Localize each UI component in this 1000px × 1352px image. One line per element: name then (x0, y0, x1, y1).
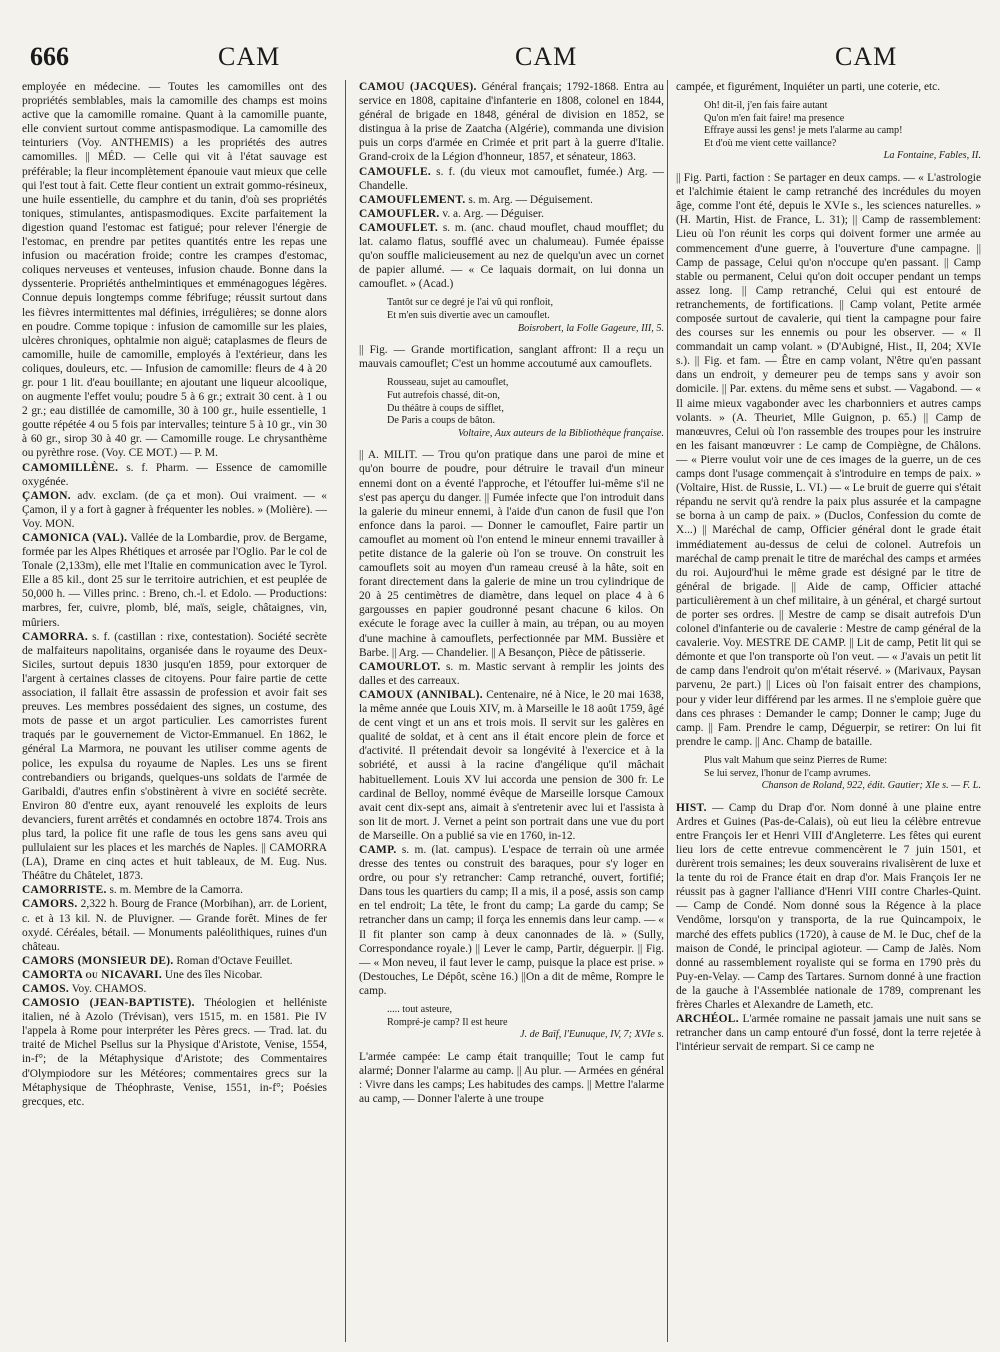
running-headword-center: CAM (515, 42, 578, 71)
verse-line: Oh! dit-il, j'en fais faire autant (704, 100, 828, 112)
page-number: 666 (30, 42, 69, 71)
entry-text: — Camp du Drap d'or. Nom donné à une plaine entre Ardres et Guines (Pas-de-Calais), où eut lieu la célèbre entrevue entre François Ier et Henri VIII d'Angleterre. Les fêtes qui eurent lieu lors de cette entrevue commencèrent le 7 juin 1501, et durèrent trois semaines; les deux souverains rivalisèrent de luxe et la tente du roi de France était en drap d'or. Mais François Ier ne réussit pas à gagner l'alliance d'Henri VIII contre Charles-Quint. — Camp de Condé. Nom donné sous la Régence à la place Vendôme, lorsqu'on y transporta, de la rue Quincampoix, le marché des effets publics (1720), à cause de M. le Duc, chef de la maison de Condé, le principal agioteur. — Camp de Jalès. Nom donné au rassemblement royaliste qui se forma en 1790 près du Puy-en-Velay. — Camp des Tartares. Surnom donné à une fraction de la gauche à l'Assemblée nationale de 1789, comprenant les frères Charles et Alexandre de Lameth, etc. (676, 801, 981, 1011)
verse-line: Tantôt sur ce degré je l'ai vû qui ronfloit, (387, 297, 554, 309)
verse-line: Rompré-je camp? Il est heure (387, 1016, 508, 1028)
entry (676, 1012, 981, 1054)
entry (22, 897, 327, 953)
entry-text: s. f. (du vieux mot camouflet, fumée.) Arg. — Chandelle. (359, 165, 664, 192)
entry (359, 843, 664, 998)
verse-line: Effraye aussi les gens! je mets l'alarme au camp! (704, 125, 903, 137)
entry (22, 982, 327, 996)
verse-quote (387, 297, 664, 335)
verse-quote (704, 755, 981, 793)
column-divider (667, 80, 668, 1342)
entry-text: Général français; 1792-1868. Entra au service en 1808, capitaine d'infanterie en 1808, colonel en 1844, général de brigade en 1848, général de division en 1852, se distingua à la prise de Zaatcha (Algérie), commanda une division puis un corps d'armée en Crimée et prit part à la guerre d'Italie. Grand-croix de la Légion d'honneur, 1857, et sénateur, 1863. (359, 81, 664, 164)
verse-line: Qu'on m'en fait faire! ma presence (704, 112, 845, 124)
entry (22, 489, 327, 531)
entry-text: Centenaire, né à Nice, le 20 mai 1638, la même année que Louis XIV, m. à Marseille le 18 août 1759, âgé de cent vingt et un ans et trois mois. Il servit sur les galères en qualité de soldat, et à cent ans il était encore plein de force et d'activité. Il prétendait devoir sa longévité à l'exercice et à la sobriété, et aussi à la racine d'angélique qu'il mâchait habituellement. Louis XV lui accorda une pension de 300 fr. Le cardinal de Belloy, nommé évêque de Marseille lorsque Camoux avait cent dix-sept ans, aimait à s'entretenir avec lui et l'assista à son lit de mort. J. Vernet a peint son portrait dans une vue du port de Marseille. On a publié sa vie en 1760, in-12. (359, 688, 664, 842)
entry (359, 207, 664, 221)
entry-headword: CAMORRISTE. (22, 884, 107, 897)
entry-headword: CAMONICA (VAL). (22, 532, 128, 544)
entry-headword: CAMP. (359, 843, 397, 856)
entry-text: employée en médecine. — Toutes les camomilles ont des propriétés semblables, mais la camomille des champs est moins active que la camomille romaine. Quant à la camomille puante, elle convient surtout comme antispasmodique. La camomille des teinturiers (Voy. ANTHEMIS) a les propriétés des autres camomilles. || MÉD. — Celle qui vit à l'état sauvage est préférable; la fleur incomplètement épanouie vaut mieux que celle qui l'est tout à fait. Cette fleur contient un extrait gommo-résineux, une huile essentielle, du camphre et du tanin, d'où ses propriétés toniques, stimulantes, antispasmodiques. Excite parfaitement la digestion quand l'estomac est fatigué; pour relever l'énergie de l'estomac, en prendre par petites quantités entre les repas une infusion ou macération froide; contre les crampes d'estomac, coliques nerveuses et venteuses, infusion chaude. Bonne dans la dyssenterie. Propriétés anthelmintiques et emménagogues légères. Connue depuis longtemps comme fébrifuge; réussit surtout dans les fièvres intermittentes mal définies, irrégulières; se donne alors en poudre. Comme topique : infusion de camomille sur les plaies, ulcères chroniques, ophtalmie non aiguë; cataplasmes de fleurs de camomille, huile de camomille, employés à l'extérieur, dans les coliques, douleurs, etc. — Infusion de camomille: fleurs de 4 à 20 gr. pour 1 lit. d'eau bouillante; en ajoutant une liqueur alcoolique, on augmente l'effet voulu; poudre 5 à 6 gr.; extrait 30 cent. à 1 ou 2 gr.; eau distillée de camomille, 30 à 100 gr., huile essentielle, 1 goutte répétée 4 ou 5 fois par intervalles; teinture 5 à 10 gr., vin 30 à 60 gr., sirop 30 à 40 gr. — Camomille rouge. Le chrysanthème ou pyrèthre rose. (Voy. CE MOT.) — P. M. (22, 81, 327, 460)
verse-line: Rousseau, sujet au camouflet, (387, 377, 509, 389)
verse-line: Plus valt Mahum que seinz Pierres de Rume: (704, 754, 888, 766)
page-header (30, 40, 970, 74)
quote-source: La Fontaine, Fables, II. (883, 150, 981, 162)
entry-headword: CAMOUFLEMENT. (359, 193, 466, 206)
entry (359, 193, 664, 207)
entry (676, 801, 981, 1012)
entry-headword: CAMOURLOT. (359, 660, 441, 673)
verse-line: ..... tout asteure, (387, 1004, 453, 1015)
entry-text: Théologien et helléniste italien, né à Azolo (Trévisan), vers 1515, m. en 1581. Pie IV l'appela à Rome pour interpréter les Pères grecs. — Trad. lat. du traité de Michel Psellus sur la Physique d'Aristote, Venise, 1554, in-f°; de la Métaphysique d'Aristote; des Commentaires d'Olympiodore sur les Météores; commentaires grecs sur la Métaphysique de Théophraste, Venise, 1551, in-f°; Poésies grecques, etc. (22, 997, 327, 1108)
running-headword-left: CAM (218, 42, 281, 71)
entry (22, 630, 327, 884)
entry-headword: CAMORS (MONSIEUR DE). (22, 954, 174, 967)
entry (359, 221, 664, 291)
entry-text: s. f. (castillan : rixe, contestation). Société secrète de malfaiteurs napolitains, organisée dans le royaume des Deux-Siciles, surtout depuis 1830 jusqu'en 1859, pour extorquer de l'argent à certaines classes de citoyens. Pour faire partie de cette association, il fallait être assassin de profession et avoir fait ses preuves. Les membres possédaient des signes, un costume, des mots de passe et un argot particulier. Les camorristes furent traqués par le gouvernement de Victor-Emmanuel. En 1862, le général La Marmora, ne pouvant les utiliser comme agents de police, les expulsa du royaume de Naples. Les uns se firent contrebandiers ou brigands, quelques-uns soldats de l'armée de Garibaldi, d'autres enfin s'obstinèrent à vivre en société secrète. Environ 80 d'entre eux, ayant renouvelé les exploits de leurs devanciers, furent arrêtés et condamnés en octobre 1874. Trois ans plus tard, la police fit une rafle de tous les gens sans aveu qui pullulaient sur les places et les marchés de Naples. || CAMORRA (LA), Drame en cinq actes et huit tableaux, de M. Eug. Nus. Théâtre du Châtelet, 1873. (22, 630, 327, 883)
entry-text: L'armée romaine ne passait jamais une nuit sans se retrancher dans un camp entouré d'un fossé, dont la terre rejetée à l'intérieur servait de rempart. Si ce camp ne (676, 1013, 981, 1054)
entry (22, 531, 327, 630)
entry-headword: CAMOU (JACQUES). (359, 81, 477, 93)
verse-quote (387, 377, 664, 440)
entry-text: s. m. Membre de la Camorra. (106, 884, 243, 897)
entry-text: v. a. Arg. — Déguiser. (439, 207, 544, 220)
entry-text: Une des îles Nicobar. (162, 968, 263, 981)
entry-headword: CAMOUX (ANNIBAL). (359, 688, 483, 701)
entry (22, 461, 327, 489)
verse-quote (387, 1004, 664, 1042)
entry-text: Roman d'Octave Feuillet. (173, 954, 293, 967)
entry-headword: CAMOUFLE. (359, 165, 431, 178)
column-right (676, 80, 981, 1342)
entry-text: s. m. Arg. — Déguisement. (465, 193, 593, 206)
quote-source: Boisrobert, la Folle Gageure, III, 5. (517, 322, 664, 334)
quote-source: Voltaire, Aux auteurs de la Bibliothèque française. (458, 427, 664, 439)
entry-text: s. m. Mastic servant à remplir les joints des dalles et des carreaux. (359, 660, 664, 687)
entry-headword: CAMORTA ou NICAVARI. (22, 968, 163, 981)
quote-source: Chanson de Roland, 922, édit. Gautier; XIe s. — F. L. (761, 780, 981, 792)
entry-headword: CAMOMILLÈNE. (22, 461, 119, 474)
verse-line: Se lui servez, l'honur de l'camp avrumes. (704, 767, 871, 779)
entry (359, 80, 664, 165)
entry-text: campée, et figurément, Inquiéter un parti, une coterie, etc. (676, 81, 941, 93)
entry-headword: CAMOS. (22, 983, 70, 995)
entry (359, 688, 664, 843)
verse-line: De Paris a coups de bâton. (387, 415, 496, 427)
entry-text: Voy. CHAMOS. (69, 983, 147, 995)
verse-line: Fut autrefois chassé, dit-on, (387, 389, 500, 401)
column-left (22, 80, 327, 1342)
column-divider (345, 80, 346, 1342)
quote-source: J. de Baïf, l'Eunuque, IV, 7; XVIe s. (519, 1029, 664, 1041)
verse-line: Et m'en suis divertie avec un camouflet. (387, 310, 550, 321)
entry-headword: CAMORRA. (22, 630, 88, 643)
verse-line: Du théâtre à coups de sifflet, (387, 402, 504, 414)
entry-text: 2,322 h. Bourg de France (Morbihan), arr. de Lorient, c. et à 13 kil. N. de Pluvigner. — Grande forêt. Mines de fer oxydé. Céréales, bétail. — Monuments paléolithiques, ruines d'un château. (22, 898, 327, 953)
entry-headword: CAMORS. (22, 898, 78, 911)
entry-headword: ÇAMON. (22, 489, 71, 502)
entry-text: || A. MILIT. — Trou qu'on pratique dans une paroi de mine et qu'on bourre de poudre, pour détruire le travail d'un mineur ennemi dont on a éventé l'approche, et l'étouffer lui-même s'il ne s'est pas aperçu du danger. || Fumée infecte que l'on introduit dans la galerie du mineur ennemi, à l'aide d'un canon de fusil que l'on enfonce dans la paroi. — Donner le camouflet, Faire partir un camouflet au moment où l'on entend le mineur ennemi travailler à petite distance de la galerie où l'on se trouve. On construit les camouflets soit au moyen d'un rameau creusé à la hâte, soit en forant directement dans la galerie de mine un trou cylindrique de 20 à 25 centimètres de diamètre, dans lequel on place 4 à 6 gargousses en papier goudronné pesant chacune 6 kilos. On exécute le forage avec la cuiller à main, au trépan, ou au moyen d'une machine à camouflets, perfectionnée par MM. Bussière et Barbe. || Arg. — Chandelier. || A Besançon, Pièce de pâtisserie. (359, 449, 664, 659)
verse-line: Et d'où me vient cette vaillance? (704, 137, 837, 149)
entry (22, 968, 327, 982)
running-headword-right: CAM (835, 42, 898, 71)
entry-headword: CAMOSIO (JEAN-BAPTISTE). (22, 997, 195, 1010)
entry (22, 883, 327, 897)
entry-text: Vallée de la Lombardie, prov. de Bergame, formée par les Alpes Rhétiques et arrosée par l'Oglio. Par le col de Tonale (2,133m), elle met l'Italie en communication avec le Tyrol. Elle a 85 kil., dont 25 sur le territoire autrichien, et est peuplée de 50,000 h. — Villes princ. : Breno, ch.-l. et Edolo. — Productions: marbres, fer, cuivre, plomb, blé, maïs, seigle, châtaignes, vin, mûriers. (22, 532, 327, 629)
entry-text: adv. exclam. (de ça et mon). Oui vraiment. — « Çamon, il y a fort à gagner à fréquenter les nobles. » (Molière). — Voy. MON. (22, 489, 327, 530)
column-center (359, 80, 664, 1342)
entry (359, 165, 664, 193)
entry-text: s. f. Pharm. — Essence de camomille oxygénée. (22, 461, 327, 488)
entry-text: s. m. (anc. chaud mouflet, chaud moufflet; du lat. calamo flatus, soufflé avec un chalumeau). Fumée épaisse qu'on souffle malicieusement au nez de quelqu'un avec un cornet de papier allumé. — « Ce laquais dormait, on lui donna un camouflet. » (Acad.) (359, 221, 664, 291)
entry-text: L'armée campée: Le camp était tranquille; Tout le camp fut alarmé; Donner l'alarme au camp. || Au plur. — Armées en général : Vivre dans les camps; Les habitudes des camps. || Mettre l'alarme au camp, — Donner l'alerte à une troupe (359, 1050, 664, 1106)
entry-text: || Fig. Parti, faction : Se partager en deux camps. — « L'astrologie et l'alchimie étaient le camp retranché des incrédules du moyen âge, comme l'ont été, depuis le XVIe s., les sciences naturelles. » (H. Martin, Hist. de France, L. 31); || Camp de rassemblement: Lieu où l'on réunit les corps qui doivent former une armée au commencement d'une guerre, à l'ouverture d'une campagne. || Camp de passage, Celui qu'on n'occupe qu'en passant. || Camp stable ou permanent, Celui qu'on doit occuper pendant un temps assez long. || Camp retranché, Celui qui est entouré de retranchements, de fortifications. || Camp volant, Petite armée composée surtout de cavalerie, qui tient la campagne pour faire des courses sur les ennemis ou pour les observer. — « Il commandait un camp volant. » (D'Aubigné, Hist., II, 204; XVIe s.). || Fig. et fam. — Être en camp volant, N'être qu'en passant dans un endroit, y demeurer peu de temps sans y avoir son domicile. || Par. extens. du même sens et subst. — Vagabond. — « Il aime mieux vagabonder avec les charbonniers et autres camps volants. » (A. Theuriet, Mlle Guignon, p. 65.) || Camp de manœuvres, Celui où l'on rassemble des troupes pour les instruire en les faisant manœuvrer : Le camp de Compiègne, de Châlons. — « Pierre voulut voir une de ces images de la guerre, un de ces camps dont l'usage commençait à s'introduire en temps de paix. » (Voltaire, Hist. de Russie, L. VI.) — « Le bruit de guerre qui s'était répandu ne servit qu'à rendre la paix plus assurée et la campagne se borna à un camp de paix. » (Duclos, Confession du comte de X...) || Maréchal de camp, Officier général dont le grade était immédiatement au-dessus de celui de colonel. Autrefois un maréchal de camp prenait le titre de maréchal des camps et armées du roi. Aujourd'hui le même grade est désigné par le titre de général de brigade. || Aide de camp, Officier attaché particulièrement à un chef militaire, à un général, et chargé surtout de porter ses ordres. || Mestre de camp se disait autrefois D'un colonel d'infanterie ou de cavalerie : Mestre de camp général de la cavalerie. Voy. MESTRE DE CAMP. || Lit de camp, Petit lit qui se démonte et que l'on transporte où l'on veut. — « J'avais un petit lit de camp dans l'endroit qu'on m'était réservé. » (Marivaux, Paysan parvenu, 2e part.) || Lices où l'on faisait entrer des champions, pour y vider leur différend par les armes. Il ne s'emploie guère que dans ces phrases : Demander le camp; Donner le camp; Juge du camp. || Fam. Prendre le camp, Déguerpir, se retirer: On lui fit prendre le camp. || Anc. Champ de bataille. (676, 172, 981, 748)
entry (22, 996, 327, 1109)
entry-text: || Fig. — Grande mortification, sanglant affront: Il a reçu un mauvais camouflet; C'est un homme accoutumé aux camouflets. (359, 344, 664, 371)
entry (22, 954, 327, 968)
entry-headword: ARCHÉOL. (676, 1013, 739, 1026)
entry-headword: CAMOUFLER. (359, 207, 440, 220)
entry (359, 660, 664, 688)
verse-quote (704, 100, 981, 163)
entry-headword: HIST. (676, 801, 707, 814)
entry-text: s. m. (lat. campus). L'espace de terrain où une armée dresse des tentes ou construit des baraques, pour s'y loger en ordre, ou pour s'y retrancher: Camp retranché, ouvert, fortifié; Dans tous les quartiers du camp; Il a mis, il a posé, assis son camp en tel endroit; La tête, le front du camp; La garde du camp; Se retrancher dans un camp; il força les ennemis dans leur camp. — « Il fit planter son camp à deux canonnades de là. » (Sully, Correspondance royale.) || Lever le camp, Partir, déguerpir. || Fig. — « Mon neveu, il faut lever le camp, puisque la place est prise. » (Destouches, Le Dépôt, scène 16.) ||On a dit de même, Rompre le camp. (359, 843, 664, 997)
entry-headword: CAMOUFLET. (359, 221, 439, 234)
